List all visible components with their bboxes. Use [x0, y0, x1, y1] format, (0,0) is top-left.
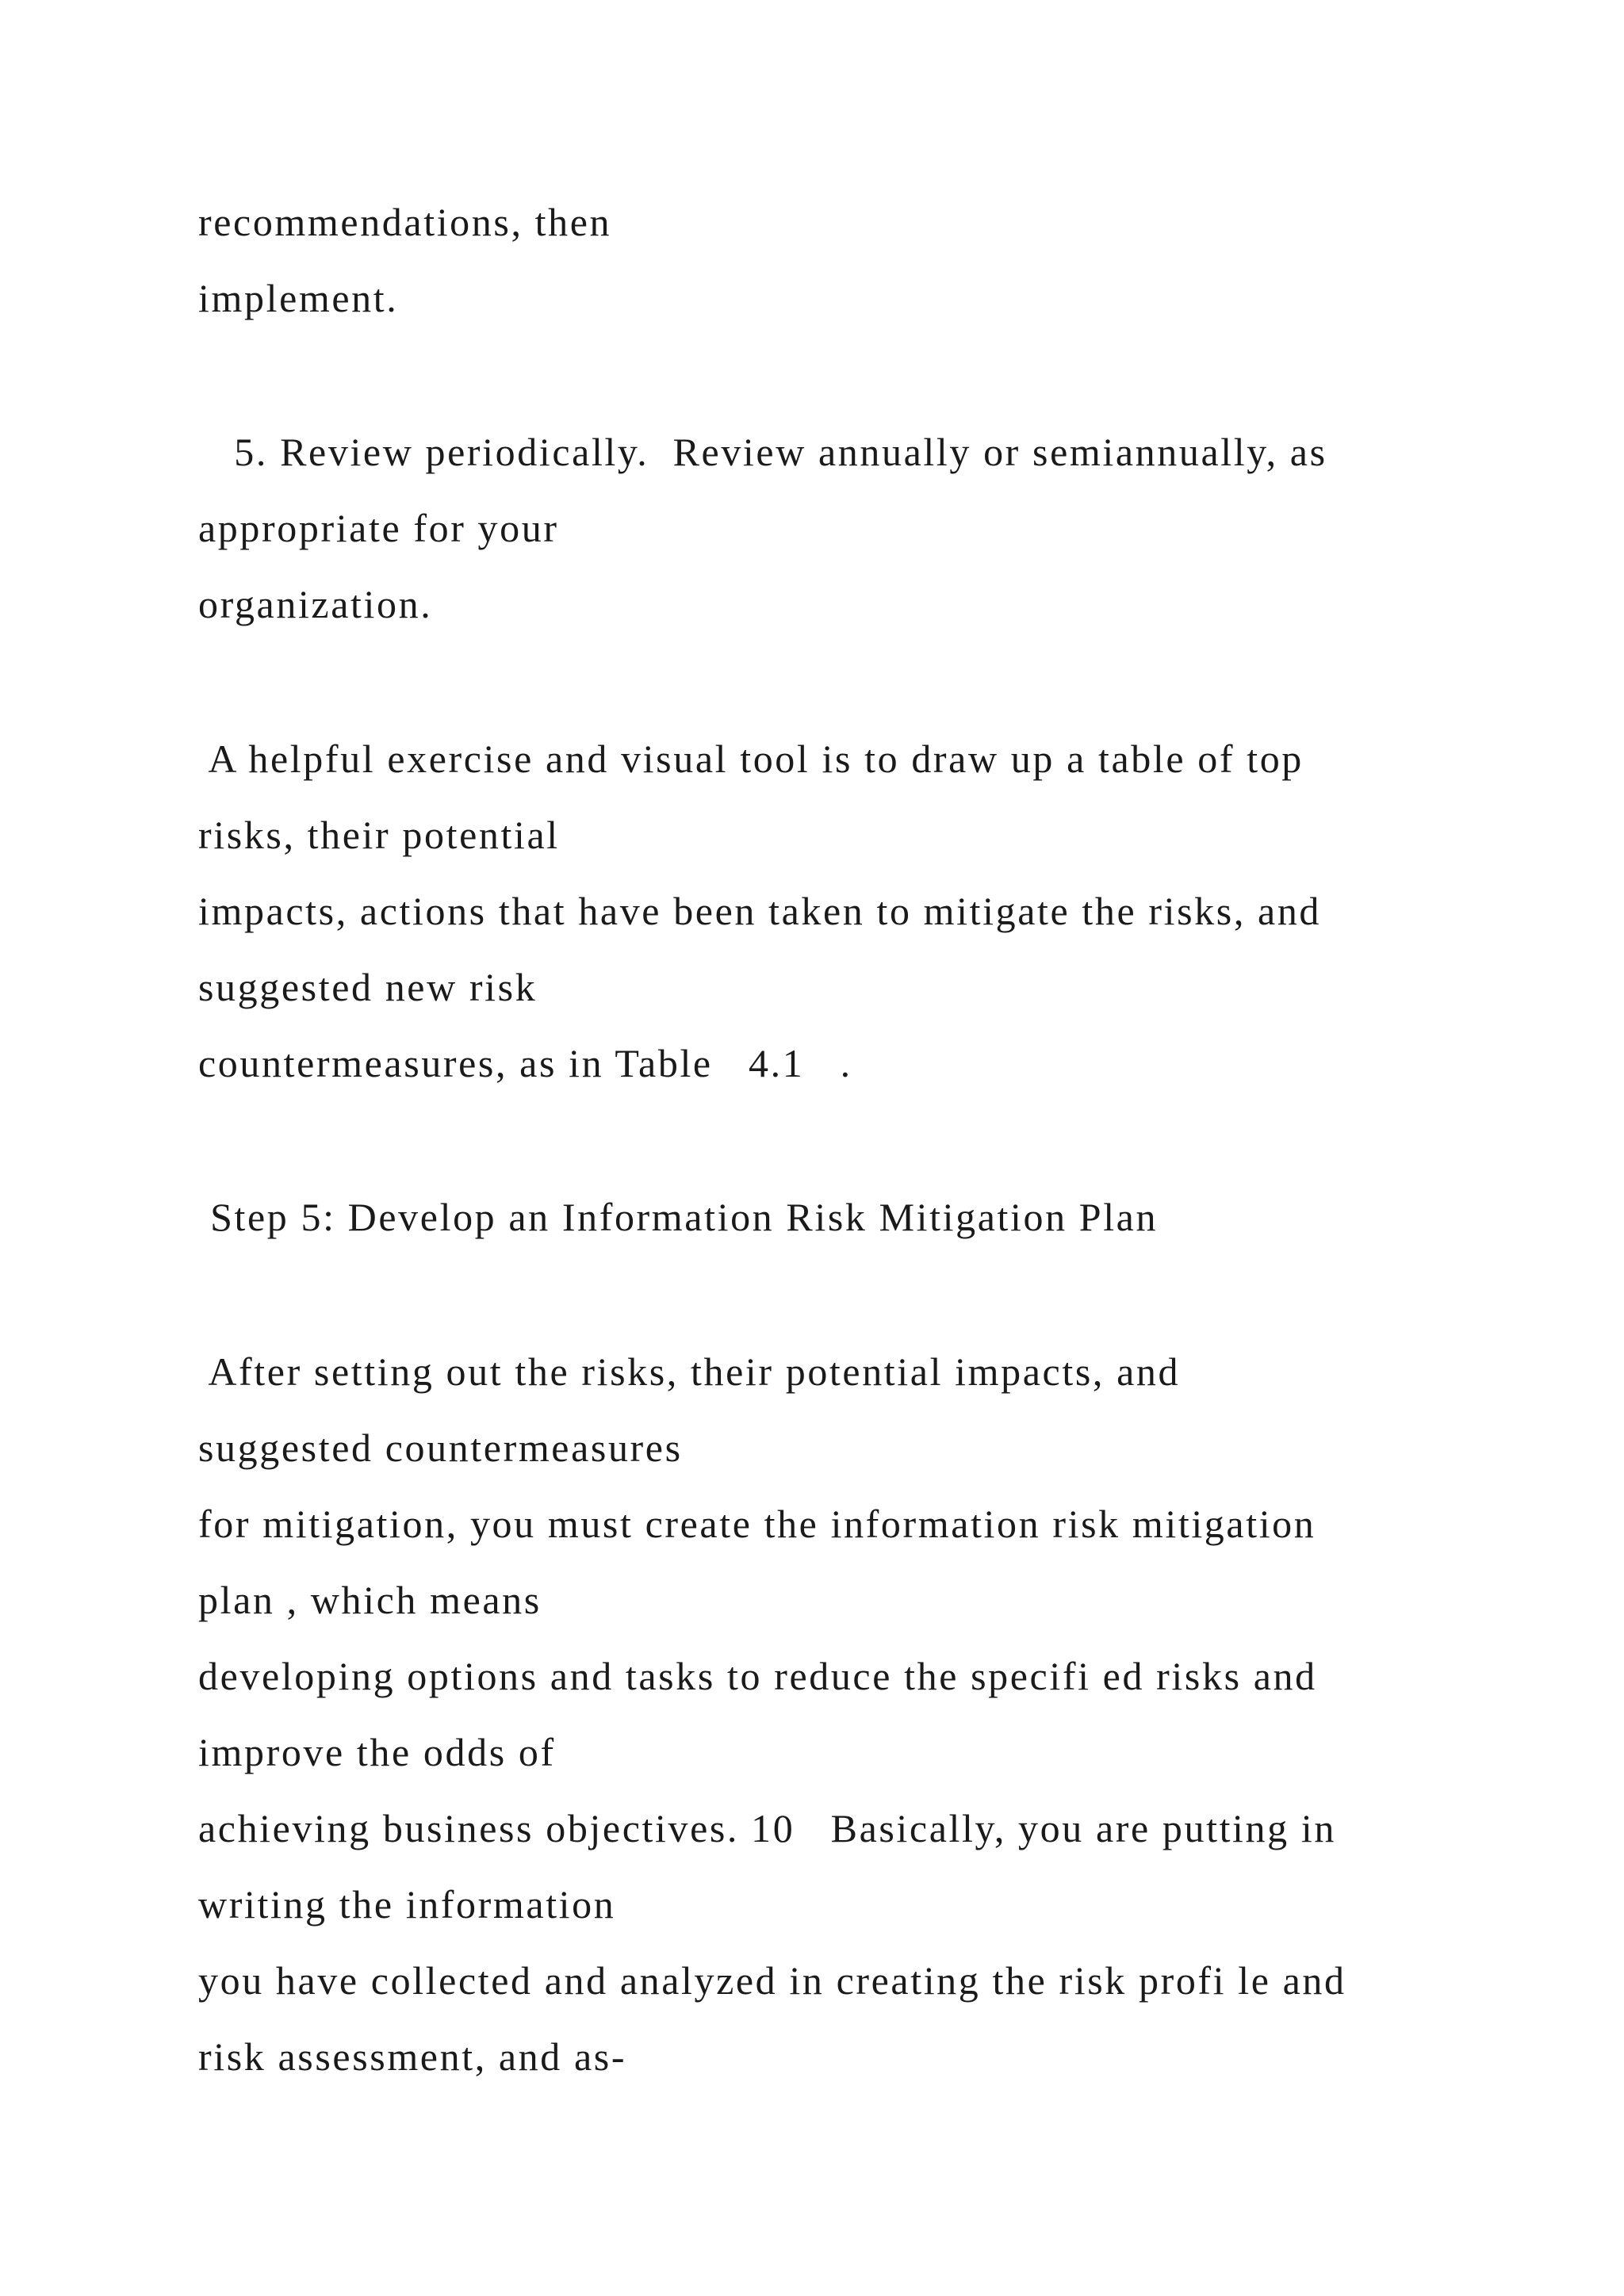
text-line: recommendations, then [198, 200, 612, 244]
text-line: organization. [198, 582, 433, 626]
text-line: improve the odds of [198, 1730, 556, 1774]
text-line: countermeasures, as in Table 4.1 . [198, 1041, 852, 1085]
text-line: risk assessment, and as- [198, 2034, 627, 2079]
text-line: impacts, actions that have been taken to mitigate the risks, and [198, 889, 1322, 933]
text-line: writing the information [198, 1882, 616, 1927]
section-heading: Step 5: Develop an Information Risk Mitigation Plan [198, 1195, 1159, 1239]
text-line: A helpful exercise and visual tool is to draw up a table of top [198, 737, 1304, 781]
text-line: implement. [198, 276, 399, 320]
text-line: for mitigation, you must create the information risk mitigation [198, 1502, 1316, 1546]
text-line: plan , which means [198, 1578, 542, 1622]
text-line: appropriate for your [198, 506, 559, 550]
text-line: After setting out the risks, their potential impacts, and [198, 1349, 1181, 1394]
text-line: suggested countermeasures [198, 1425, 683, 1470]
text-line: risks, their potential [198, 813, 560, 857]
text-line: suggested new risk [198, 965, 538, 1009]
text-line: achieving business objectives. 10 Basically, you are putting in [198, 1806, 1336, 1850]
text-line: you have collected and analyzed in creating the risk profi le and [198, 1958, 1346, 2003]
text-line: 5. Review periodically. Review annually or semiannually, as [198, 430, 1327, 474]
text-line: developing options and tasks to reduce the specifi ed risks and [198, 1654, 1317, 1698]
